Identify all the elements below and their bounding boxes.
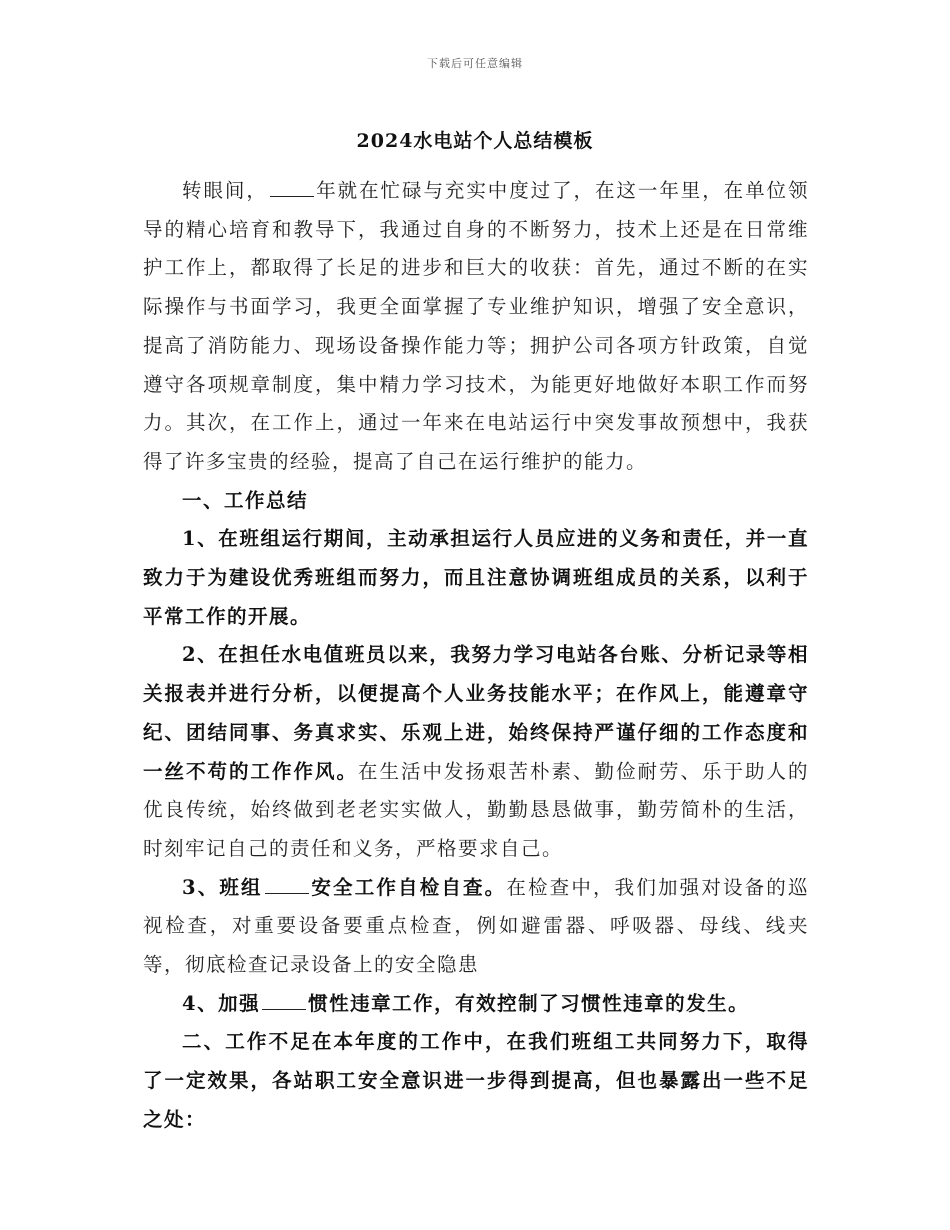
item-2-normal-text: 在生活中发扬艰苦朴素、勤俭耐劳、乐于助人的优良传统，始终做到老老实实做人，勤勤恳恳做事，勤劳简朴的生活，时刻牢记自己的责任和义务，严格要求自己。: [143, 759, 809, 860]
item-3-normal-text: 在检查中，我们加强对设备的巡视检查，对重要设备要重点检查，例如避雷器、呼吸器、母线、线夹等，彻底检查记录设备上的安全隐患: [143, 875, 809, 977]
header-note: 下载后可任意编辑: [427, 57, 523, 70]
document-body: [143, 172, 809, 1140]
item-2-paragraph: [143, 636, 809, 868]
item-3-paragraph: [143, 869, 809, 985]
intro-text-rest: 年就在忙碌与充实中度过了，在这一年里，在单位领导的精心培育和教导下，我通过自身的不断努力，技术上还是在日常维护工作上，都取得了长足的进步和巨大的收获：首先，通过不断的在实际操作与书面学习，我更全面掌握了专业维护知识，增强了安全意识，提高了消防能力、现场设备操作能力等；拥护公司各项方针政策，自觉遵守各项规章制度，集中精力学习技术，为能更好地做好本职工作而努力。其次，在工作上，通过一年来在电站运行中突发事故预想中，我获得了许多宝贵的经验，提高了自己在运行维护的能力。: [143, 179, 809, 473]
item-4-bold-rest: 惯性违章工作，有效控制了习惯性违章的发生。: [308, 991, 750, 1015]
blank-line: [270, 178, 314, 197]
item-2-bold-text: 2、在担任水电值班员以来，我努力学习电站各台账、分析记录等相关报表并进行分析，以便提高个人业务技能水平；在作风上，能遵章守纪、团结同事、务真求实、乐观上进，始终保持严谨仔细的工作态度和一丝不苟的工作作风。: [143, 643, 809, 783]
item-4-bold-start: 4、加强: [182, 991, 261, 1015]
intro-text-start: 转眼间，: [182, 179, 268, 202]
item-1-paragraph: 1、在班组运行期间，主动承担运行人员应进的义务和责任，并一直致力于为建设优秀班组而努力，而且注意协调班组成员的关系，以利于平常工作的开展。: [143, 527, 809, 628]
intro-paragraph: [143, 172, 809, 482]
section-heading-work-summary: 一、工作总结: [182, 488, 309, 512]
item-4-paragraph: [143, 985, 809, 1024]
section-heading-shortcomings: 二、工作不足在本年度的工作中，在我们班组工共同努力下，取得了一定效果，各站职工安全意识进一步得到提高，但也暴露出一些不足之处：: [143, 1030, 809, 1131]
item-3-bold-rest: 安全工作自检自查。: [310, 875, 507, 899]
blank-line: [262, 991, 306, 1010]
item-3-bold-start: 3、班组: [182, 875, 263, 899]
document-title: 2024水电站个人总结模板: [356, 130, 594, 152]
blank-line: [265, 875, 309, 894]
